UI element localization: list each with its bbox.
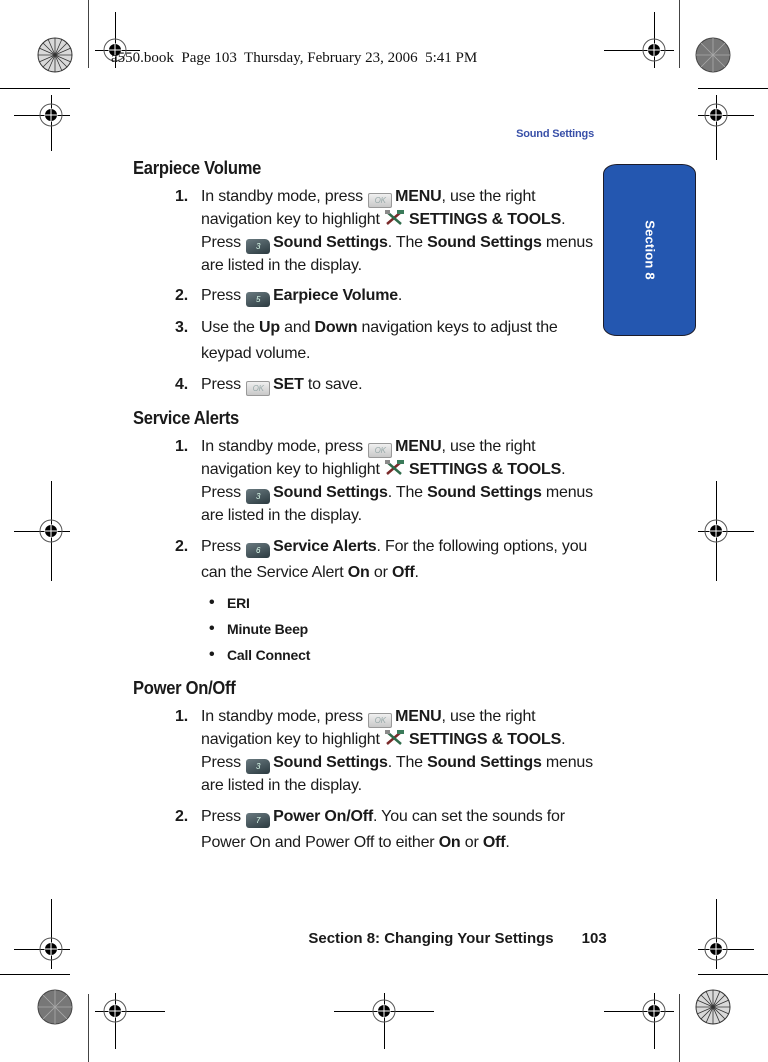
printer-slug: a550.book Page 103 Thursday, February 23, 2006 5:41 PM [111,50,478,66]
crop-line [0,974,70,975]
text: Press [201,538,246,555]
text: In standby mode, press [201,438,368,455]
step-number: 4. [175,376,188,393]
bold-text: MENU [395,708,442,725]
bold-text: Power On/Off [273,808,373,825]
step-number: 1. [175,438,188,455]
step [133,315,603,367]
text: . For the following options, you can the Service Alert [201,538,588,581]
bold-text: SETTINGS & TOOLS [408,211,562,228]
registration-target-icon [704,103,728,127]
bold-text: On [438,834,461,851]
starburst-light-icon [37,37,73,73]
bold-text: SET [273,376,304,393]
text: , use the right navigation key to highlight [201,188,536,228]
registration-target-icon [39,519,63,543]
text: . The [387,484,428,501]
key-3-icon: 3 [246,489,270,504]
section-heading-power-on-off: Power On/Off [133,678,236,698]
page-content [133,158,603,856]
text: menus are listed in the display. [201,484,593,524]
text: . [505,834,510,851]
steps-list [133,705,603,856]
page-number: 103 [581,930,607,947]
text: or [369,564,392,581]
text: to save. [303,376,363,393]
key-6-icon: 6 [246,543,270,558]
registration-target-icon [39,937,63,961]
step [133,373,603,396]
registration-target-icon [642,999,666,1023]
bold-text: Sound Settings [273,484,388,501]
option-item: • Call Connect [201,642,603,668]
crop-line [88,994,89,1062]
section-heading-service-alerts: Service Alerts [133,408,240,428]
step-number: 1. [175,708,188,725]
registration-target-icon [103,999,127,1023]
text: menus are listed in the display. [201,234,593,274]
bold-text: Earpiece Volume [273,287,398,304]
text: Press [201,287,246,304]
key-7-icon: 7 [246,813,270,828]
text: , use the right navigation key to highlight [201,708,536,748]
crop-line [679,994,680,1062]
text: . Press [201,211,566,251]
bold-text: Sound Settings [427,754,542,771]
text: Press [201,376,246,393]
starburst-dark-icon [37,989,73,1025]
step [133,804,603,856]
text: navigation keys to adjust the keypad volume. [201,319,558,362]
bold-text: Down [314,319,358,336]
step-number: 2. [175,287,188,304]
registration-target-icon [704,519,728,543]
text: , use the right navigation key to highlight [201,438,536,478]
step [133,284,603,307]
step [133,435,603,527]
settings-tools-icon [384,460,406,476]
steps-list [133,435,603,668]
key-5-icon: 5 [246,292,270,307]
registration-target-icon [39,103,63,127]
text: In standby mode, press [201,188,368,205]
step [133,534,603,668]
ok-key-icon: OK [246,381,270,396]
step [133,185,603,277]
crop-line [698,974,768,975]
settings-tools-icon [384,730,406,746]
text: and [279,319,315,336]
text: . [397,287,403,304]
key-3-icon: 3 [246,239,270,254]
starburst-dark-icon [695,37,731,73]
bold-text: Sound Settings [427,484,542,501]
section-tab-label: Section 8 [642,220,657,280]
option-item: • ERI [201,590,603,616]
option-item: • Minute Beep [201,616,603,642]
section-heading-earpiece-volume: Earpiece Volume [133,158,262,178]
step-number: 3. [175,319,188,336]
ok-key-icon: OK [368,193,392,208]
bold-text: Service Alerts [273,538,377,555]
steps-list [133,185,603,396]
crop-line [88,0,89,68]
ok-key-icon: OK [368,713,392,728]
bold-text: Off [391,564,415,581]
text: . [414,564,419,581]
page-footer [300,913,607,947]
registration-target-icon [704,937,728,961]
text: . Press [201,731,566,771]
crop-line [679,0,680,68]
crop-line [698,88,768,89]
registration-target-icon [372,999,396,1023]
key-3-icon: 3 [246,759,270,774]
text: . Press [201,461,566,501]
settings-tools-icon [384,210,406,226]
bold-text: Sound Settings [427,234,542,251]
bold-text: Sound Settings [273,754,388,771]
footer-chapter: Section 8: Changing Your Settings [308,930,554,947]
text: menus are listed in the display. [201,754,593,794]
section-tab [603,164,696,336]
text: . The [387,754,428,771]
step [133,705,603,797]
text: or [460,834,483,851]
ok-key-icon: OK [368,443,392,458]
bold-text: Up [259,319,280,336]
bold-text: On [347,564,370,581]
bold-text: Off [482,834,506,851]
crop-line [0,88,70,89]
text: Use the [201,319,259,336]
text: In standby mode, press [201,708,368,725]
bold-text: MENU [395,188,442,205]
option-list [201,590,603,668]
text: . The [387,234,428,251]
step-number: 2. [175,538,188,555]
text: Press [201,808,246,825]
bold-text: SETTINGS & TOOLS [408,461,562,478]
bold-text: Sound Settings [273,234,388,251]
bold-text: MENU [395,438,442,455]
running-head: Sound Settings [516,128,594,140]
bold-text: SETTINGS & TOOLS [408,731,562,748]
step-number: 2. [175,808,188,825]
text: . You can set the sounds for Power On and Power Off to either [201,808,565,851]
registration-target-icon [642,38,666,62]
starburst-light-icon [695,989,731,1025]
step-number: 1. [175,188,188,205]
